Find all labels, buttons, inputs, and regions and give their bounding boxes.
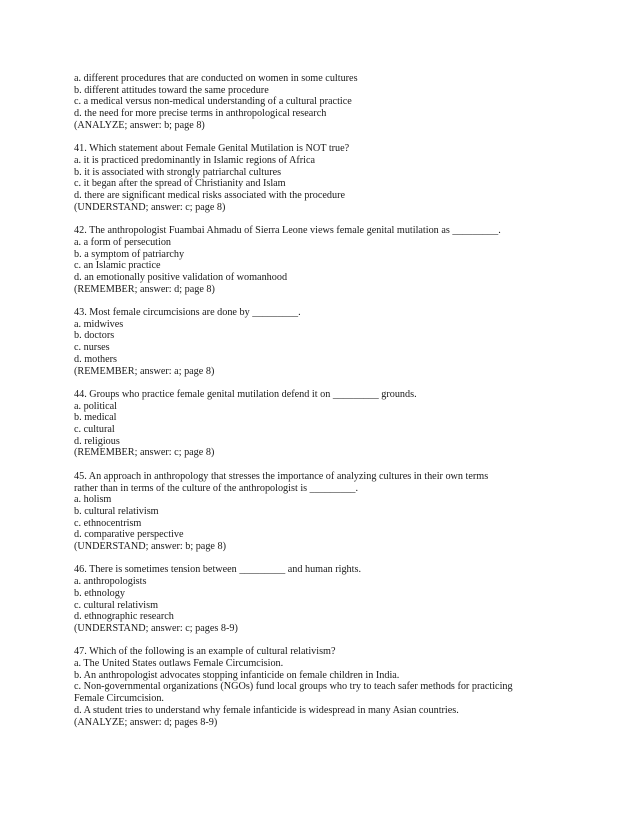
- answer-key: (UNDERSTAND; answer: c; page 8): [74, 201, 226, 213]
- answer-option: a. a form of persecution: [74, 236, 172, 248]
- answer-option: a. it is practiced predominantly in Islamic regions of Africa: [74, 154, 316, 166]
- answer-option: d. A student tries to understand why female infanticide is widespread in many Asian countries.: [74, 704, 459, 716]
- answer-option: d. mothers: [74, 353, 118, 365]
- answer-key: (ANALYZE; answer: b; page 8): [74, 119, 205, 131]
- question-text: 41. Which statement about Female Genital Mutilation is NOT true?: [74, 143, 350, 155]
- answer-option: b. a symptom of patriarchy: [74, 248, 185, 260]
- answer-option: b. cultural relativism: [74, 505, 159, 517]
- answer-key: (REMEMBER; answer: a; page 8): [74, 365, 215, 377]
- answer-key: (UNDERSTAND; answer: b; page 8): [74, 541, 226, 553]
- answer-option: b. ethnology: [74, 587, 125, 599]
- answer-option: d. an emotionally positive validation of womanhood: [74, 271, 288, 283]
- answer-option: a. holism: [74, 494, 112, 506]
- answer-option: a. political: [74, 400, 117, 412]
- question-text: 47. Which of the following is an example of cultural relativism?: [74, 646, 336, 658]
- answer-option: d. the need for more precise terms in anthropological research: [74, 108, 327, 120]
- answer-option: b. doctors: [74, 330, 115, 342]
- answer-option: b. it is associated with strongly patriarchal cultures: [74, 166, 282, 178]
- text-continuation: rather than in terms of the culture of the anthropologist is _________.: [74, 482, 359, 494]
- answer-option: a. The United States outlaws Female Circumcision.: [74, 658, 284, 670]
- answer-option: d. there are significant medical risks associated with the procedure: [74, 190, 345, 202]
- answer-option: b. medical: [74, 412, 117, 424]
- answer-option: c. it began after the spread of Christianity and Islam: [74, 178, 286, 190]
- question-block: [74, 646, 574, 728]
- question-block: [74, 307, 574, 377]
- answer-key: (ANALYZE; answer: d; pages 8-9): [74, 716, 218, 728]
- answer-option: c. an Islamic practice: [74, 260, 161, 272]
- answer-option: d. religious: [74, 435, 120, 447]
- answer-option: c. a medical versus non-medical understanding of a cultural practice: [74, 96, 352, 108]
- answer-option: c. cultural: [74, 424, 115, 436]
- answer-key: (REMEMBER; answer: d; page 8): [74, 283, 215, 295]
- answer-option: c. ethnocentrism: [74, 517, 142, 529]
- question-list: [74, 73, 574, 740]
- question-block: [74, 143, 574, 213]
- question-block: [74, 225, 574, 295]
- question-text: 43. Most female circumcisions are done by _________.: [74, 307, 301, 319]
- question-text: 46. There is sometimes tension between _________ and human rights.: [74, 564, 361, 576]
- question-text: 45. An approach in anthropology that stresses the importance of analyzing cultures in their own terms: [74, 470, 489, 482]
- answer-option: a. different procedures that are conducted on women in some cultures: [74, 73, 358, 84]
- answer-option: b. different attitudes toward the same procedure: [74, 84, 269, 96]
- answer-option: d. ethnographic research: [74, 611, 174, 623]
- answer-option: a. anthropologists: [74, 576, 147, 588]
- answer-option: c. nurses: [74, 342, 110, 354]
- answer-option: a. midwives: [74, 318, 124, 330]
- question-text: 42. The anthropologist Fuambai Ahmadu of Sierra Leone views female genital mutilation as _________.: [74, 225, 501, 237]
- question-block: [74, 389, 574, 459]
- answer-option: c. cultural relativism: [74, 599, 159, 611]
- answer-key: (REMEMBER; answer: c; page 8): [74, 447, 215, 459]
- answer-option: b. An anthropologist advocates stopping infanticide on female children in India.: [74, 669, 400, 681]
- answer-option: c. Non-governmental organizations (NGOs) fund local groups who try to teach safer methods for practicing: [74, 681, 513, 693]
- answer-option: d. comparative perspective: [74, 529, 184, 541]
- question-block: [74, 471, 574, 553]
- question-text: 44. Groups who practice female genital mutilation defend it on _________ grounds.: [74, 388, 417, 400]
- answer-key: (UNDERSTAND; answer: c; pages 8-9): [74, 622, 238, 634]
- text-continuation: Female Circumcision.: [74, 693, 164, 705]
- question-continuation: [74, 73, 574, 132]
- question-block: [74, 564, 574, 634]
